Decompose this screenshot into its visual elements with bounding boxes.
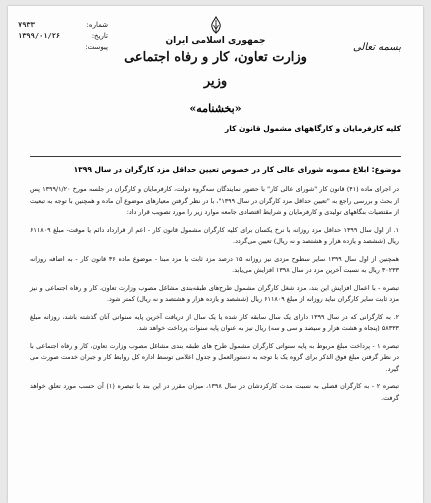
body-paragraph: همچنین از اول سال ۱۳۹۹ سایر سطوح مزدی نیز روزانه ۱۵ درصد مزد ثابت یا مزد مبنا - موضوع ماده ۳۶ قانون کار - به اضافه روزانه ۳۰۲۳۳ ریال به نسبت آخرین مزد در سال ۱۳۹۸ افزایش می‌یابد. xyxy=(30,254,399,274)
divider-line xyxy=(30,156,401,157)
invocation-text: بسمه تعالی xyxy=(352,42,401,53)
body-paragraph: ۱. از اول سال ۱۳۹۹ حداقل مزد روزانه با نرخ یکسان برای کلیه کارگران مشمول قانون کار - اعم از قرارداد دائم یا موقت- مبلغ ۶۱۱۸۰۹ ریال (ششصد و یازده هزار و هشتصد و نه ریال) تعیین می‌گردد. xyxy=(30,225,399,245)
addressee-line: کلیه کارفرمایان و کارگاههای مشمول قانون کار xyxy=(224,124,401,133)
number-label: شماره: xyxy=(86,21,108,29)
ministry-title: وزارت تعاون، کار و رفاه اجتماعی xyxy=(124,50,307,65)
attachment-label: پیوست: xyxy=(85,43,108,51)
body-paragraph: در اجرای ماده (۴۱) قانون کار "شورای عالی کار" با حضور نمایندگان سه‌گروه دولت، کارفرمایان و کارگران در جلسه مورخ ۱۳۹۹/۱/۲۰ پس از بحث و بررسی راجع به "تعیین حداقل مزد کارگران در سال ۱۳۹۹"، با در نظر گرفتن معیارهای موضوع آن ماده و همچنین با توجه به تبعیت از مقتضیات بنگاههای تولیدی و کارفرمایان و شرایط اقتصادی جامعه موارد زیر را مورد تصویب قرار داد: xyxy=(30,185,399,216)
republic-title: جمهوری اسلامی ایران xyxy=(165,36,266,46)
body-paragraph: تبصره - با اعمال افزایش این بند، مزد شغل کارگران مشمول طرح‌های طبقه‌بندی مشاغل مصوب وزارت تعاون، کار و رفاه اجتماعی و نیز مزد ثابت سایر کارگران نباید روزانه از مبلغ ۶۱۱۸۰۹ ریال (ششصد و یازده هزار و هشتصد و نه ریال) کمتر شود. xyxy=(30,283,399,303)
body-paragraph: تبصره ۲ - به کارگران فصلی به نسبت مدت کارکردشان در سال ۱۳۹۸، میزان مقرر در این بند با تبصره (۱) آن حسب مورد تعلق خواهد گرفت. xyxy=(30,382,399,402)
document-body xyxy=(30,184,399,410)
subject-line: موضوع: ابلاغ مصوبه شورای عالی کار در خصوص تعیین حداقل مزد کارگران در سال ۱۳۹۹ xyxy=(73,165,401,174)
number-value: ۷۹۳۳ xyxy=(18,21,35,29)
iran-emblem-icon xyxy=(209,16,223,34)
body-paragraph: ۲. به کارگرانی که در سال ۱۳۹۹ دارای یک سال سابقه کار شده یا یک سال از دریافت آخرین پایه سنواتی آنان گذشته باشد، روزانه مبلغ ۵۸۳۳۳ (پنجاه و هشت هزار و سیصد و سی و سه) ریال نیز به عنوان پایه سنوات پرداخت خواهد شد. xyxy=(30,312,399,332)
body-paragraph: تبصره ۱ - پرداخت مبلغ مربوط به پایه سنواتی کارگران مشمول طرح های طبقه بندی مشاغل مصوب وزارت تعاون، کار و رفاه اجتماعی با در نظر گرفتن مبلغ فوق الذکر برای گروه یک با توجه به دستورالعمل و جدول اعلامی توسط اداره کل روابط کار و جبران خدمت صورت می گیرد. xyxy=(30,341,399,373)
letter-number-row xyxy=(18,20,108,31)
date-value: ۱۳۹۹/۰۱/۲۶ xyxy=(18,32,61,40)
circular-document xyxy=(8,6,423,503)
date-label: تاریخ: xyxy=(91,32,108,40)
letter-date-row xyxy=(18,31,108,42)
attachment-row xyxy=(18,42,108,53)
circular-title: «بخشنامه» xyxy=(189,102,242,115)
letter-reference-block xyxy=(18,20,108,53)
minister-title: وزیر xyxy=(203,74,228,89)
